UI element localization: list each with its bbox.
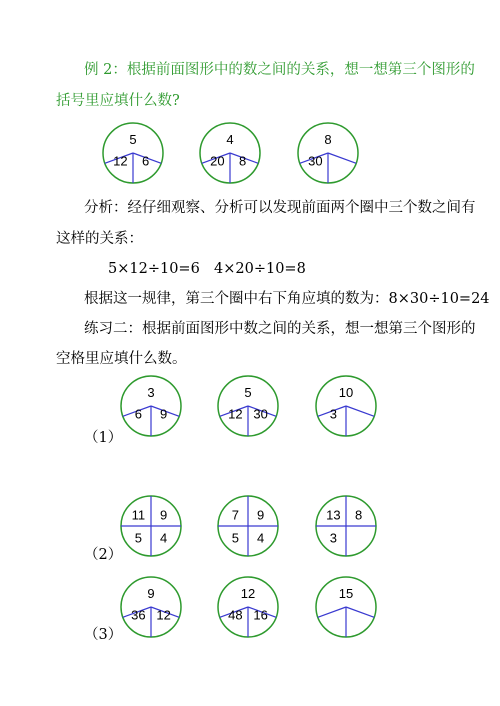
analysis-line1: 分析：经仔细观察、分析可以发现前面两个圈中三个数之间有 xyxy=(84,200,476,216)
bottom-left-number: 3 xyxy=(329,406,338,422)
problem1-circle-3 xyxy=(316,376,376,436)
top-right-number: 9 xyxy=(159,507,168,523)
formula-1: 5×12÷10=6 xyxy=(108,261,200,277)
top-left-number: 13 xyxy=(326,507,341,523)
problem-label-1: （1） xyxy=(84,430,123,446)
bottom-right-number: 12 xyxy=(156,607,171,623)
top-number: 4 xyxy=(226,132,234,147)
divider-line xyxy=(346,406,374,416)
bottom-left-number: 12 xyxy=(228,406,243,422)
analysis-conclusion: 根据这一规律，第三个圈中右下角应填的数为：8×30÷10=24 xyxy=(84,291,490,307)
example-circle-2 xyxy=(200,123,260,183)
top-number: 5 xyxy=(244,385,252,400)
top-number: 5 xyxy=(129,132,137,147)
top-left-number: 7 xyxy=(231,507,240,523)
bottom-left-number: 48 xyxy=(228,607,243,623)
bottom-right-number: 9 xyxy=(159,406,168,422)
bottom-right-number: 4 xyxy=(159,530,168,546)
formula-2: 4×20÷10=8 xyxy=(214,261,306,277)
top-number: 10 xyxy=(338,385,354,400)
top-number: 15 xyxy=(338,586,354,601)
bottom-right-number: 4 xyxy=(256,530,265,546)
problem2-circle-3 xyxy=(316,496,376,556)
problem2-circle-2 xyxy=(218,496,278,556)
divider-line xyxy=(318,607,346,617)
example-heading-line2: 括号里应填什么数? xyxy=(56,93,180,109)
top-number: 12 xyxy=(240,586,256,601)
top-right-number: 9 xyxy=(256,507,265,523)
top-number: 3 xyxy=(147,385,155,400)
top-number: 8 xyxy=(324,132,332,147)
problem-label-2: （2） xyxy=(84,547,123,563)
problem1-circle-2 xyxy=(218,376,278,436)
problem1-circle-1 xyxy=(121,376,181,436)
bottom-left-number: 6 xyxy=(134,406,143,422)
bottom-left-number: 5 xyxy=(134,530,143,546)
example-circle-1 xyxy=(103,123,163,183)
example-heading-line1: 例 2：根据前面图形中的数之间的关系，想一想第三个图形的 xyxy=(84,62,475,78)
analysis-line2: 这样的关系： xyxy=(56,231,143,247)
bottom-left-number: 5 xyxy=(231,530,240,546)
bottom-right-number: 8 xyxy=(238,153,247,169)
top-left-number: 11 xyxy=(131,507,146,523)
divider-line xyxy=(346,607,374,617)
bottom-left-number: 20 xyxy=(210,153,225,169)
bottom-left-number: 36 xyxy=(131,607,146,623)
problem3-circle-3 xyxy=(316,577,376,637)
problem2-circle-1 xyxy=(121,496,181,556)
bottom-right-number: 6 xyxy=(141,153,150,169)
top-right-number: 8 xyxy=(354,507,363,523)
bottom-right-number: 16 xyxy=(253,607,268,623)
bottom-right-number: 30 xyxy=(253,406,268,422)
bottom-left-number: 30 xyxy=(308,153,323,169)
exercise-heading-line1: 练习二：根据前面图形中数之间的关系，想一想第三个图形的 xyxy=(84,321,476,337)
divider-line xyxy=(328,153,356,163)
bottom-left-number: 3 xyxy=(329,530,338,546)
problem-label-3: （3） xyxy=(84,627,123,643)
top-number: 9 xyxy=(147,586,155,601)
problem3-circle-1 xyxy=(121,577,181,637)
exercise-heading-line2: 空格里应填什么数。 xyxy=(56,351,187,367)
bottom-left-number: 12 xyxy=(113,153,128,169)
problem3-circle-2 xyxy=(218,577,278,637)
example-circle-3 xyxy=(298,123,358,183)
